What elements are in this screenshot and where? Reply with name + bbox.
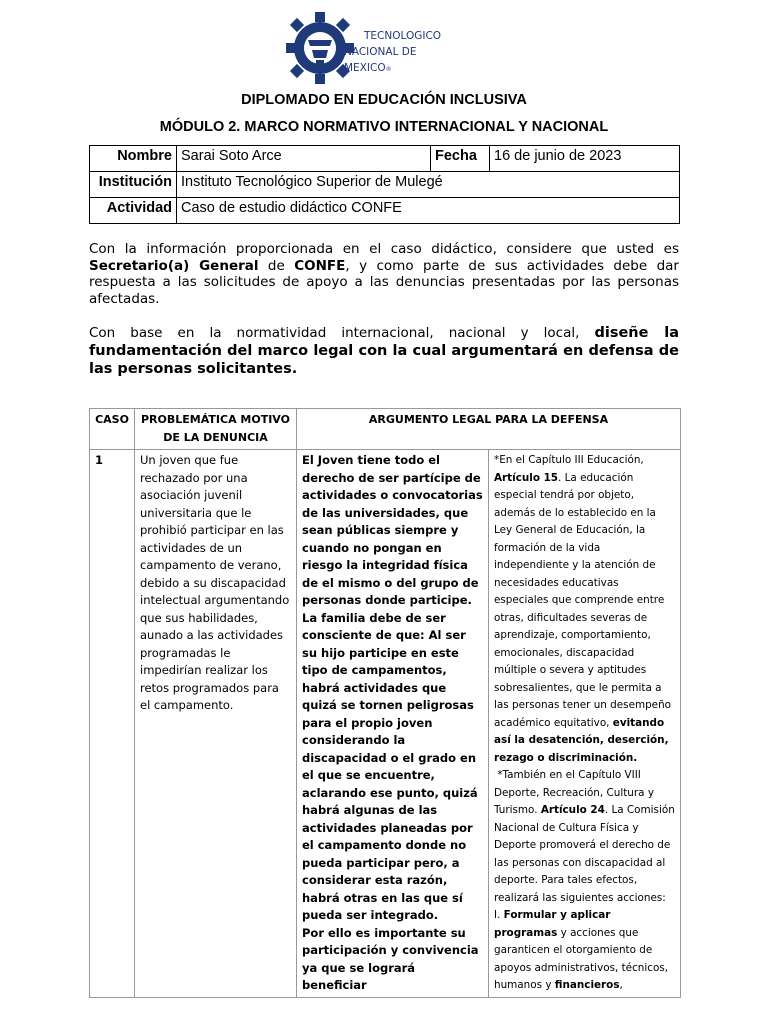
header-caso: CASO	[90, 409, 135, 450]
module-title: MÓDULO 2. MARCO NORMATIVO INTERNACIONAL Y NACIONAL	[159, 119, 609, 135]
problematica-cell: Un joven que fue rechazado por una asociación juvenil universitaria que le prohibió participar en las actividades de un campamento de verano, debido a su discapacidad intelectual argumentando que sus habilidades, aunado a las actividades programadas le impedirían realizar los retos programados para el campamento.	[135, 450, 297, 998]
header-problematica: PROBLEMÁTICA MOTIVO DE LA DENUNCIA	[135, 409, 297, 450]
nombre-value: Sarai Soto Arce	[177, 146, 431, 172]
header-argumento: ARGUMENTO LEGAL PARA LA DEFENSA	[297, 409, 681, 450]
info-table	[89, 145, 680, 224]
institucion-value: Instituto Tecnológico Superior de Mulegé	[177, 172, 680, 198]
nombre-label: Nombre	[90, 146, 177, 172]
info-row-actividad	[90, 198, 680, 224]
tecnm-logo	[286, 10, 466, 86]
institucion-label: Institución	[90, 172, 177, 198]
ley-cell: *En el Capítulo III Educación, Artículo 15. La educación especial tendrá por objeto, además de lo establecido en la Ley General de Educación, la formación de la vida independiente y la atención de necesidades educativas especiales que comprende entre otras, dificultades severas de aprendizaje, comportamiento, emocionales, discapacidad múltiple o severa y aptitudes sobresalientes, que le permita a las personas tener un desempeño académico equitativo, evitando así la desatención, deserción, rezago o discriminación. *También en el Capítulo VIII Deporte, Recreación, Cultura y Turismo. Artículo 24. La Comisión Nacional de Cultura Física y Deporte promoverá el derecho de las personas con discapacidad al deporte. Para tales efectos, realizará las siguientes acciones: I. Formular y aplicar programas y acciones que garanticen el otorgamiento de apoyos administrativos, técnicos, humanos y financieros,	[489, 450, 681, 998]
table-header-row	[90, 409, 681, 450]
logo-line-2: NACIONAL DE MEXICO®	[344, 46, 417, 74]
instruction-paragraph-2: Con base en la normatividad internacional, nacional y local, diseñe la fundamentación del marco legal con la cual argumentará en defensa de las personas solicitantes.	[89, 325, 680, 377]
instruction-paragraph-1: Con la información proporcionada en el caso didáctico, considere que usted es Secretario(a) General de CONFE, y como parte de sus actividades debe dar respuesta a las solicitudes de apoyo a las denuncias presentadas por las personas afectadas.	[89, 241, 679, 307]
info-row-nombre	[90, 146, 680, 172]
actividad-value: Caso de estudio didáctico CONFE	[177, 198, 680, 224]
argumento-cell: El Joven tiene todo el derecho de ser partícipe de actividades o convocatorias de las universidades, que sean públicas siempre y cuando no pongan en riesgo la integridad física de el mismo o del grupo de personas donde participe. La familia debe de ser consciente de que: Al ser su hijo participe en este tipo de campamentos, habrá actividades que quizá se tornen peligrosas para el propio joven considerando la discapacidad o el grado en el que se encuentre, aclarando ese punto, quizá habrá algunas de las actividades planeadas por el campamento donde no pueda participar pero, a considerar esta razón, habrá otras en las que sí pueda ser integrado. Por ello es importante su participación y convivencia ya que se logrará beneficiar	[297, 450, 489, 998]
document-title: DIPLOMADO EN EDUCACIÓN INCLUSIVA	[241, 92, 527, 108]
cases-table	[89, 408, 681, 998]
info-row-institucion	[90, 172, 680, 198]
fecha-label: Fecha	[431, 146, 490, 172]
table-row	[90, 450, 681, 998]
logo-line-1: TECNOLOGICO	[364, 30, 442, 42]
fecha-value: 16 de junio de 2023	[490, 146, 680, 172]
caso-number: 1	[90, 450, 135, 998]
actividad-label: Actividad	[90, 198, 177, 224]
